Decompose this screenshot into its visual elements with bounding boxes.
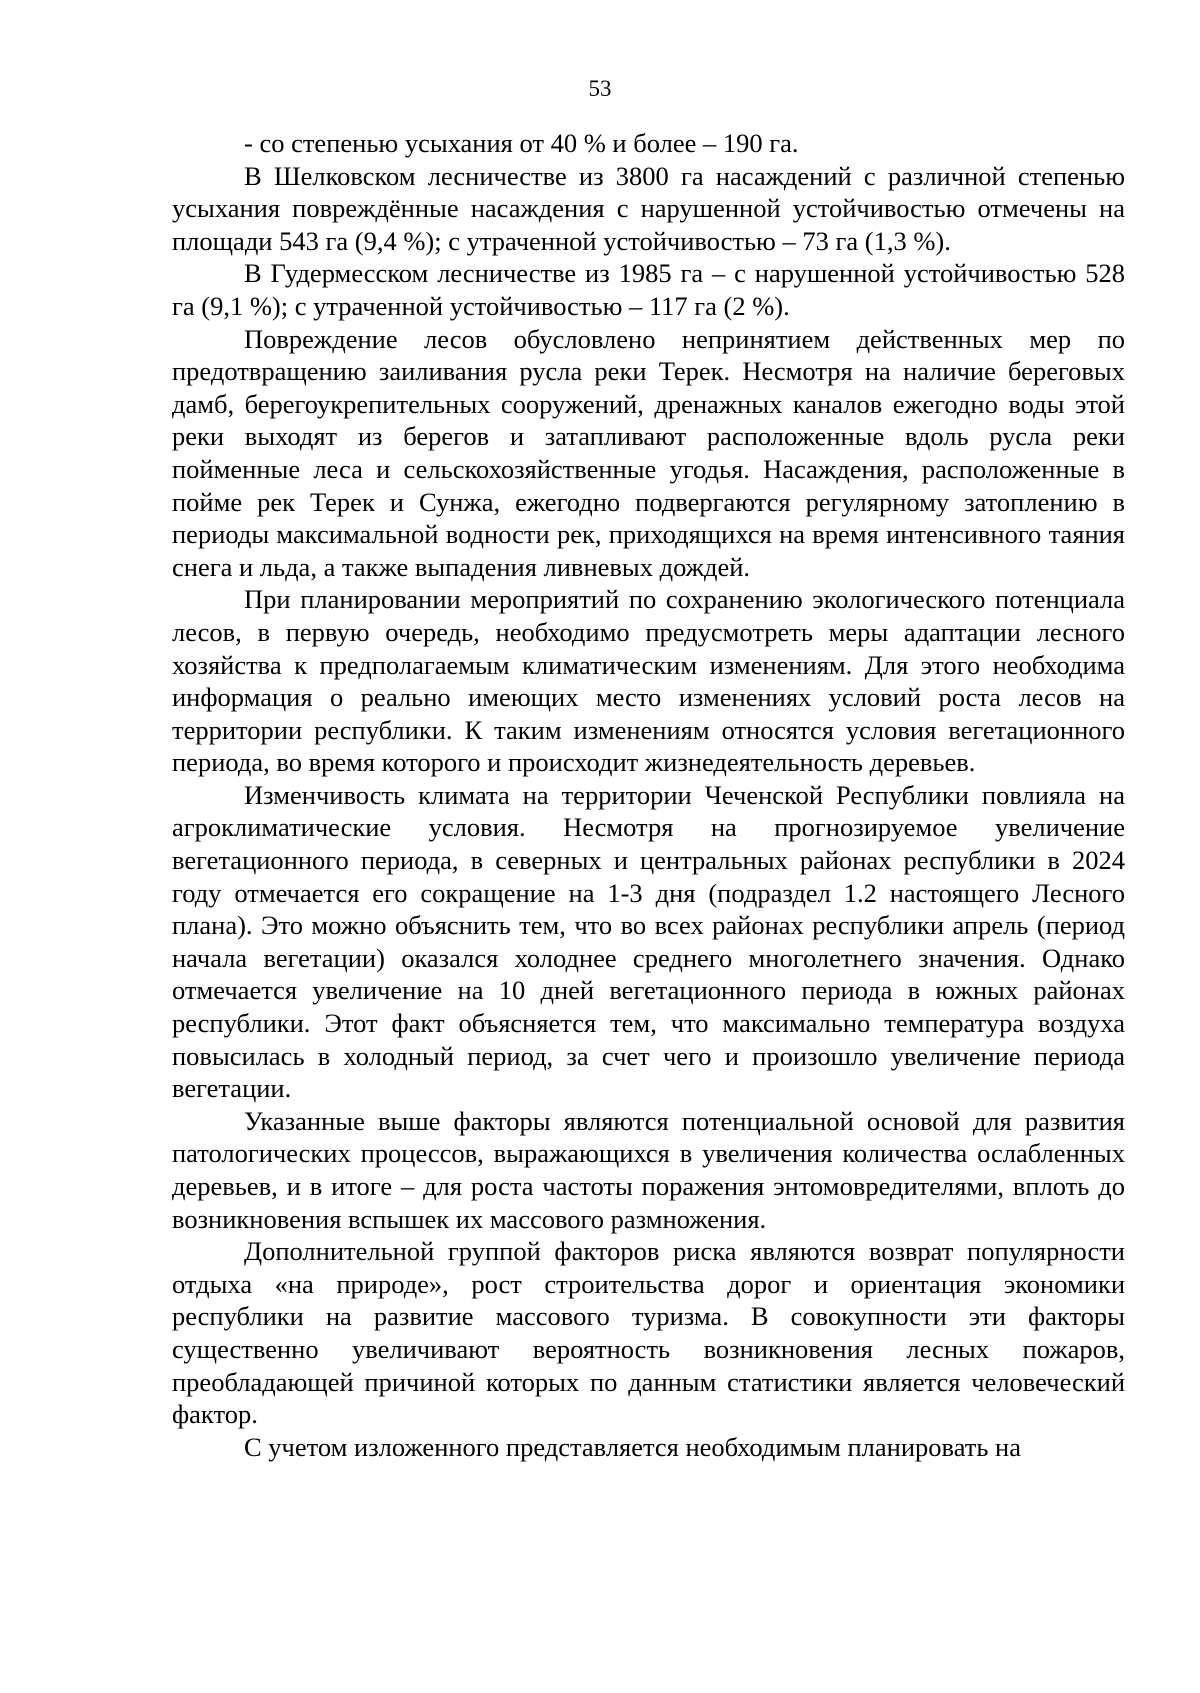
- paragraph-planning-conclusion: С учетом изложенного представляется необходимым планировать на: [244, 1431, 1022, 1462]
- paragraph-planning-adaptation: При планировании мероприятий по сохранению экологического потенциала лесов, в первую очередь, необходимо предусмотреть меры адаптации лесного хозяйства к предполагаемым климатическим изменениям. Для этого необходима информация о реально имеющих место изменениях условий роста лесов на территории республики. К таким изменениям относятся условия вегетационного периода, во время которого и происходит жизнедеятельность деревьев.: [172, 584, 1125, 778]
- body-text: [172, 127, 1125, 1463]
- paragraph-pathology-factors: Указанные выше факторы являются потенциальной основой для развития патологических процессов, выражающихся в увеличения количества ослабленных деревьев, и в итоге – для роста частоты поражения энтомовредителями, вплоть до возникновения вспышек их массового размножения.: [172, 1105, 1125, 1234]
- paragraph-fire-risk-factors: Дополнительной группой факторов риска являются возврат популярности отдыха «на природе», рост строительства дорог и ориентация экономики республики на развитие массового туризма. В совокупности эти факторы существенно увеличивают вероятность возникновения лесных пожаров, преобладающей причиной которых по данным статистики является человеческий фактор.: [172, 1236, 1125, 1430]
- paragraph-shelkovsky-forestry: В Шелковском лесничестве из 3800 га насаждений с различной степенью усыхания повреждённые насаждения с нарушенной устойчивостью отмечены на площади 543 га (9,4 %); с утраченной устойчивостью – 73 га (1,3 %).: [172, 160, 1125, 256]
- paragraph-forest-damage-terek: Повреждение лесов обусловлено непринятием действенных мер по предотвращению заиливания русла реки Терек. Несмотря на наличие береговых дамб, берегоукрепительных сооружений, дренажных каналов ежегодно воды этой реки выходят из берегов и затапливают расположенные вдоль русла реки пойменные леса и сельскохозяйственные угодья. Насаждения, расположенные в пойме рек Терек и Сунжа, ежегодно подвергаются регулярному затоплению в периоды максимальной водности рек, приходящихся на время интенсивного таяния снега и льда, а также выпадения ливневых дождей.: [172, 323, 1125, 582]
- paragraph-gudermes-forestry: В Гудермесском лесничестве из 1985 га – с нарушенной устойчивостью 528 га (9,1 %); с утраченной устойчивостью – 117 га (2 %).: [172, 258, 1125, 321]
- paragraph-climate-variability: Изменчивость климата на территории Чеченской Республики повлияла на агроклиматические условия. Несмотря на прогнозируемое увеличение вегетационного периода, в северных и центральных районах республики в 2024 году отмечается его сокращение на 1-3 дня (подраздел 1.2 настоящего Лесного плана). Это можно объяснить тем, что во всех районах республики апрель (период начала вегетации) оказался холоднее среднего многолетнего значения. Однако отмечается увеличение на 10 дней вегетационного периода в южных районах республики. Этот факт объясняется тем, что максимально температура воздуха повысилась в холодный период, за счет чего и произошло увеличение периода вегетации.: [172, 779, 1125, 1104]
- page-number: 53: [588, 76, 612, 101]
- paragraph-drying-degree: - со степенью усыхания от 40 % и более – 190 га.: [244, 128, 799, 158]
